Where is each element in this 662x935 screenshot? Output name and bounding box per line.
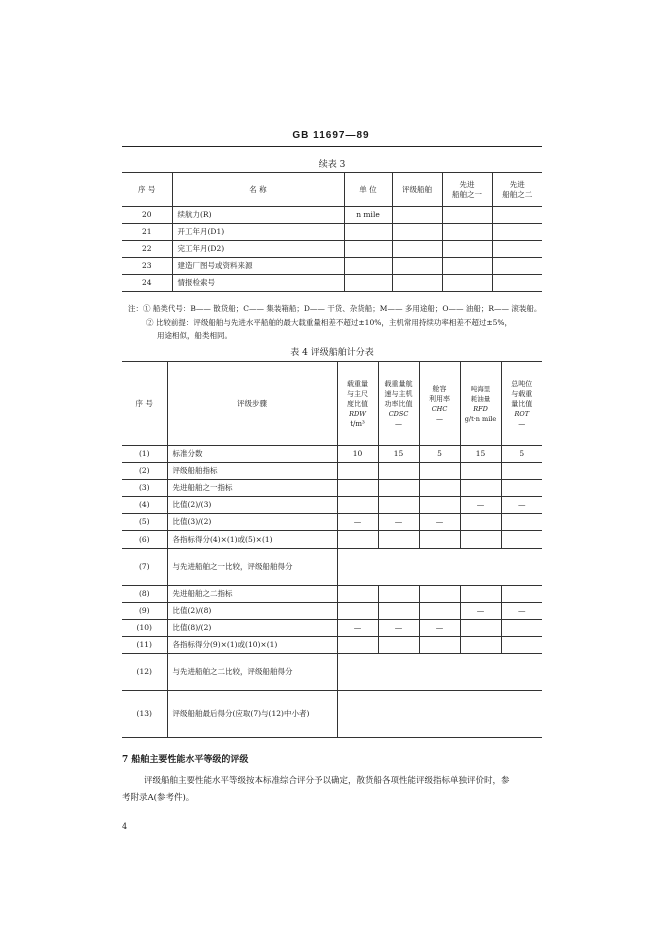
col-header-rot: 总吨位 与载重 量比值 ROT — [501, 362, 542, 446]
table-row [122, 603, 542, 620]
table4-caption: 表 4 评级船舶计分表 [290, 348, 374, 358]
row-number: 22 [122, 241, 172, 258]
section-7-para-line2: 考附录A(参考件)。 [122, 793, 195, 803]
row-number: 20 [122, 207, 172, 224]
score-cell: — [337, 620, 378, 637]
table3-header-unit: 单 位 [344, 173, 392, 207]
row-number: (5) [122, 514, 167, 531]
score-cell [378, 463, 419, 480]
score-cell: — [419, 514, 460, 531]
score-cell [419, 637, 460, 654]
header-rule [122, 146, 542, 147]
row-step: 评级船舶指标 [167, 463, 337, 480]
table3-header-row [122, 173, 542, 207]
row-step: 与先进船舶之二比较，评级船舶得分 [167, 654, 337, 691]
score-cell [419, 497, 460, 514]
table-row [122, 586, 542, 603]
row-name: 建造厂图号或资料来源 [172, 258, 344, 275]
row-step: 比值(2)/(8) [167, 603, 337, 620]
table-row [122, 224, 542, 241]
table3-caption: 续表 3 [318, 160, 346, 170]
table4-body [122, 446, 542, 738]
row-step: 各指标得分(9)×(1)或(10)×(1) [167, 637, 337, 654]
score-cell [419, 586, 460, 603]
row-number: (11) [122, 637, 167, 654]
score-cell [460, 531, 501, 549]
score-cell [337, 480, 378, 497]
table-row [122, 463, 542, 480]
score-cell [337, 531, 378, 549]
score-cell [419, 480, 460, 497]
table3-header-name: 名 称 [172, 173, 344, 207]
score-cell [419, 463, 460, 480]
table3-header-rated: 评级船舶 [392, 173, 442, 207]
row-number: 21 [122, 224, 172, 241]
row-unit [344, 275, 392, 292]
score-cell [501, 586, 542, 603]
note-2: ② 比较前提：评级船舶与先进水平船舶的最大载重量相差不超过±10%，主机常用持续功率相差不超过±5%， [146, 318, 513, 327]
row-name: 开工年月(D1) [172, 224, 344, 241]
score-cell [460, 637, 501, 654]
table-row [122, 480, 542, 497]
score-cell: 5 [501, 446, 542, 463]
score-cell [501, 637, 542, 654]
row-step: 与先进船舶之一比较，评级船舶得分 [167, 549, 337, 586]
score-cell [460, 514, 501, 531]
table4-header-no: 序 号 [122, 362, 167, 446]
row-number: (6) [122, 531, 167, 549]
row-step: 标准分数 [167, 446, 337, 463]
table3-header-adv1: 先进 船舶之一 [442, 173, 492, 207]
row-number: (3) [122, 480, 167, 497]
cell [442, 241, 492, 258]
score-cell [501, 514, 542, 531]
cell [492, 224, 542, 241]
col-header-rdw: 载重量 与主尺 度比值 RDW t/m³ [337, 362, 378, 446]
row-step: 评级船舶最后得分(应取(7)与(12)中小者) [167, 691, 337, 738]
table4 [122, 361, 542, 738]
row-unit [344, 241, 392, 258]
row-number: (12) [122, 654, 167, 691]
row-step: 比值(3)/(2) [167, 514, 337, 531]
table-row [122, 691, 542, 738]
table-row [122, 620, 542, 637]
row-number: (4) [122, 497, 167, 514]
row-unit: n mile [344, 207, 392, 224]
row-step: 各指标得分(4)×(1)或(5)×(1) [167, 531, 337, 549]
score-cell [337, 603, 378, 620]
score-cell: 15 [460, 446, 501, 463]
row-name: 续航力(R) [172, 207, 344, 224]
col-header-cdsc: 载重量航 速与主机 功率比值 CDSC — [378, 362, 419, 446]
cell [492, 258, 542, 275]
row-number: (2) [122, 463, 167, 480]
score-cell [378, 603, 419, 620]
merged-cell [337, 654, 542, 691]
score-cell [337, 463, 378, 480]
score-cell: — [419, 620, 460, 637]
cell [392, 275, 442, 292]
table-row [122, 446, 542, 463]
score-cell [501, 531, 542, 549]
row-name: 完工年月(D2) [172, 241, 344, 258]
page-number: 4 [122, 822, 128, 831]
table-row [122, 549, 542, 586]
cell [492, 275, 542, 292]
col-header-rfd: 吨海里 耗油量 RFD g/t·n mile [460, 362, 501, 446]
row-unit [344, 224, 392, 241]
note-2-cont: 用途相似，船类相同。 [157, 331, 232, 340]
score-cell [501, 463, 542, 480]
score-cell [378, 531, 419, 549]
score-cell: — [460, 603, 501, 620]
row-number: (9) [122, 603, 167, 620]
cell [392, 258, 442, 275]
row-step: 先进船舶之一指标 [167, 480, 337, 497]
section-7-para-line1: 评级船舶主要性能水平等级按本标准综合评分予以确定，散货船各项性能评级指标单独评价时，参 [144, 776, 510, 786]
score-cell [460, 586, 501, 603]
table-row [122, 514, 542, 531]
table-row [122, 497, 542, 514]
table-row [122, 654, 542, 691]
score-cell: — [337, 514, 378, 531]
table4-header-row [122, 362, 542, 446]
score-cell [501, 620, 542, 637]
table3-header-no: 序 号 [122, 173, 172, 207]
cell [392, 241, 442, 258]
score-cell [460, 620, 501, 637]
row-number: 24 [122, 275, 172, 292]
score-cell [378, 497, 419, 514]
score-cell [378, 586, 419, 603]
table-row [122, 637, 542, 654]
score-cell [378, 637, 419, 654]
row-number: 23 [122, 258, 172, 275]
score-cell [337, 586, 378, 603]
row-name: 情报检索号 [172, 275, 344, 292]
cell [492, 241, 542, 258]
page-header: GB 11697—89 [292, 130, 370, 141]
cell [442, 258, 492, 275]
score-cell: — [378, 514, 419, 531]
row-step: 比值(8)/(2) [167, 620, 337, 637]
row-step: 先进船舶之二指标 [167, 586, 337, 603]
score-cell: — [501, 603, 542, 620]
score-cell: — [501, 497, 542, 514]
score-cell [419, 603, 460, 620]
merged-cell [337, 691, 542, 738]
score-cell: — [460, 497, 501, 514]
table-row [122, 241, 542, 258]
merged-cell [337, 549, 542, 586]
table3 [122, 172, 542, 292]
row-step: 比值(2)/(3) [167, 497, 337, 514]
cell [442, 224, 492, 241]
score-cell [460, 480, 501, 497]
table-row [122, 258, 542, 275]
table-row [122, 531, 542, 549]
score-cell [419, 531, 460, 549]
score-cell [460, 463, 501, 480]
score-cell [337, 637, 378, 654]
row-number: (10) [122, 620, 167, 637]
score-cell [337, 497, 378, 514]
table4-header-step: 评级步骤 [167, 362, 337, 446]
cell [442, 275, 492, 292]
table-row [122, 275, 542, 292]
score-cell [378, 480, 419, 497]
row-number: (13) [122, 691, 167, 738]
row-unit [344, 258, 392, 275]
row-number: (8) [122, 586, 167, 603]
table-row [122, 207, 542, 224]
cell [442, 207, 492, 224]
score-cell: — [378, 620, 419, 637]
cell [392, 224, 442, 241]
row-number: (7) [122, 549, 167, 586]
cell [392, 207, 442, 224]
note-1: 注：① 船类代号：B—— 散货船；C—— 集装箱船；D—— 干货、杂货船；M—— 多用途船；O—— 油船；R—— 滚装船。 [128, 304, 542, 313]
cell [492, 207, 542, 224]
row-number: (1) [122, 446, 167, 463]
score-cell: 15 [378, 446, 419, 463]
table3-header-adv2: 先进 船舶之二 [492, 173, 542, 207]
section-7-title: 7 船舶主要性能水平等级的评级 [122, 755, 249, 765]
score-cell [501, 480, 542, 497]
score-cell: 10 [337, 446, 378, 463]
col-header-chc: 舱容 利用率 CHC — [419, 362, 460, 446]
score-cell: 5 [419, 446, 460, 463]
